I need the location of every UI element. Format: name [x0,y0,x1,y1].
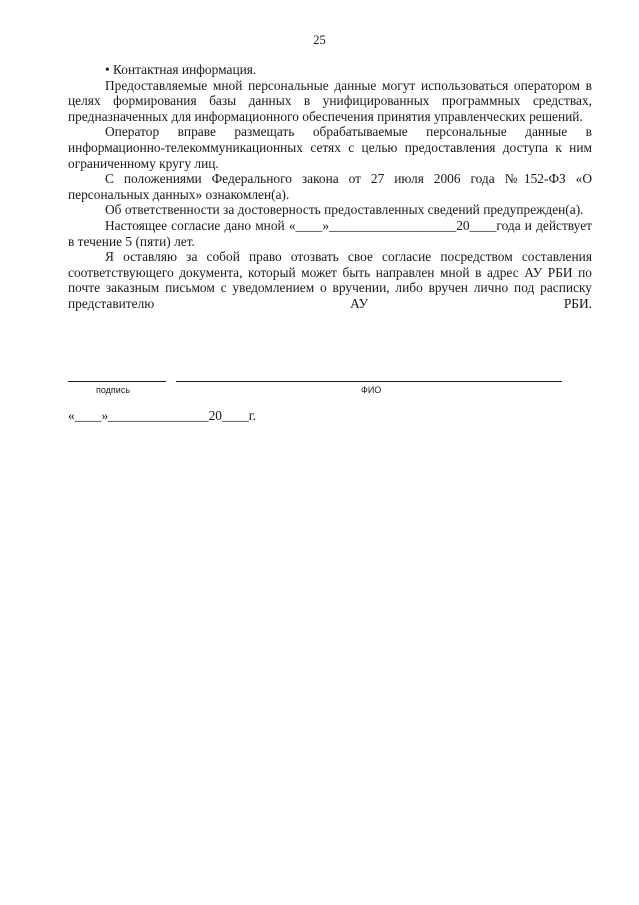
signature-caption: подпись [96,385,131,395]
signature-block [68,370,568,400]
full-name-caption: ФИО [361,385,382,395]
paragraph-withdrawal: Я оставляю за собой право отозвать свое согласие посредством составления соответствующего документа, который может быть направлен мной в адрес АУ РБИ по почте заказным письмом с уведомлением о вручении, либо вручен лично под расписку представителю АУ РБИ. [68,249,592,311]
page-number: 25 [313,33,326,47]
paragraph-usage: Предоставляемые мной персональные данные могут использоваться оператором в целях формирования базы данных в унифицированных программных средствах, предназначенных для информационного обеспечения принятия управленческих решений. [68,77,592,124]
date-line: «____»_______________20____г. [68,408,257,423]
full-name-line [176,381,562,382]
consent-text [68,62,592,312]
paragraph-operator-rights: Оператор вправе размещать обрабатываемые персональные данные в информационно-телекоммуникационных сетях с целью предоставления доступа к ним ограниченному кругу лиц. [68,124,592,171]
paragraph-validity: Настоящее согласие дано мной «____»___________________20____года и действует в течение 5 (пяти) лет. [68,217,592,249]
signature-line [68,381,166,382]
paragraph-law-acknowledgement: С положениями Федерального закона от 27 июля 2006 года №152-ФЗ «О персональных данных» ознакомлен(а). [68,171,592,202]
paragraph-responsibility: Об ответственности за достоверность предоставленных сведений предупрежден(а). [105,202,584,218]
contact-info-item: • Контактная информация. [105,62,257,77]
